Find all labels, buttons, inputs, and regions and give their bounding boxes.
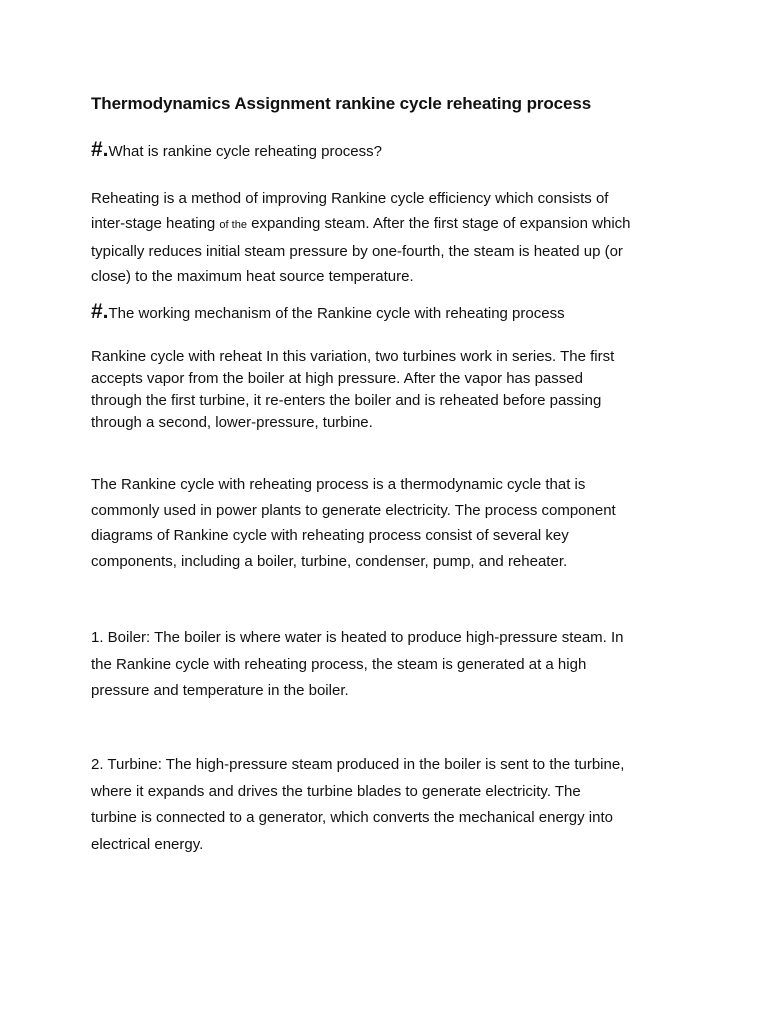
paragraph-line: electrical energy.: [91, 835, 204, 853]
paragraph-line: diagrams of Rankine cycle with reheating process consist of several key: [91, 527, 569, 545]
paragraph-line: The Rankine cycle with reheating process is a thermodynamic cycle that is: [91, 476, 586, 493]
paragraph-cycle-overview: [91, 472, 691, 574]
paragraph-line: commonly used in power plants to generate electricity. The process component: [91, 501, 616, 519]
section-marker: #.: [91, 138, 109, 161]
paragraph-reheating-definition: [91, 186, 691, 289]
paragraph-line: turbine is connected to a generator, which converts the mechanical energy into: [91, 809, 613, 826]
paragraph-line: [91, 211, 691, 238]
paragraph-reheat-variation: [91, 346, 691, 434]
section-heading-text: What is rankine cycle reheating process?: [108, 143, 382, 160]
line-segment: expanding steam. After the first stage of expansion which: [246, 215, 631, 233]
paragraph-line: 1. Boiler: The boiler is where water is heated to produce high-pressure steam. In: [91, 629, 624, 646]
paragraph-line: pressure and temperature in the boiler.: [91, 682, 349, 699]
paragraph-line: the Rankine cycle with reheating process, the steam is generated at a high: [91, 655, 587, 673]
document-title: Thermodynamics Assignment rankine cycle reheating process: [91, 94, 592, 113]
paragraph-boiler: [91, 625, 691, 705]
section-marker: #.: [91, 300, 109, 323]
paragraph-line: where it expands and drives the turbine blades to generate electricity. The: [91, 782, 581, 800]
paragraph-line: Rankine cycle with reheat In this variation, two turbines work in series. The first: [91, 348, 615, 365]
paragraph-turbine: [91, 752, 691, 858]
paragraph-line: components, including a boiler, turbine, condenser, pump, and reheater.: [91, 552, 568, 570]
paragraph-line: close) to the maximum heat source temperature.: [91, 267, 414, 285]
paragraph-line: typically reduces initial steam pressure by one-fourth, the steam is heated up (or: [91, 242, 623, 260]
paragraph-line: through the first turbine, it re-enters the boiler and is reheated before passing: [91, 392, 602, 409]
small-text-segment: of the: [219, 219, 247, 232]
section-heading-text: The working mechanism of the Rankine cycle with reheating process: [108, 305, 565, 322]
paragraph-line: accepts vapor from the boiler at high pressure. After the vapor has passed: [91, 370, 583, 387]
line-segment: inter-stage heating: [91, 215, 220, 233]
section-heading-mechanism: [91, 300, 565, 324]
paragraph-line: Reheating is a method of improving Rankine cycle efficiency which consists of: [91, 190, 609, 207]
paragraph-line: through a second, lower-pressure, turbine.: [91, 414, 373, 431]
paragraph-line: 2. Turbine: The high-pressure steam produced in the boiler is sent to the turbine,: [91, 756, 625, 773]
section-heading-definition: [91, 138, 382, 162]
